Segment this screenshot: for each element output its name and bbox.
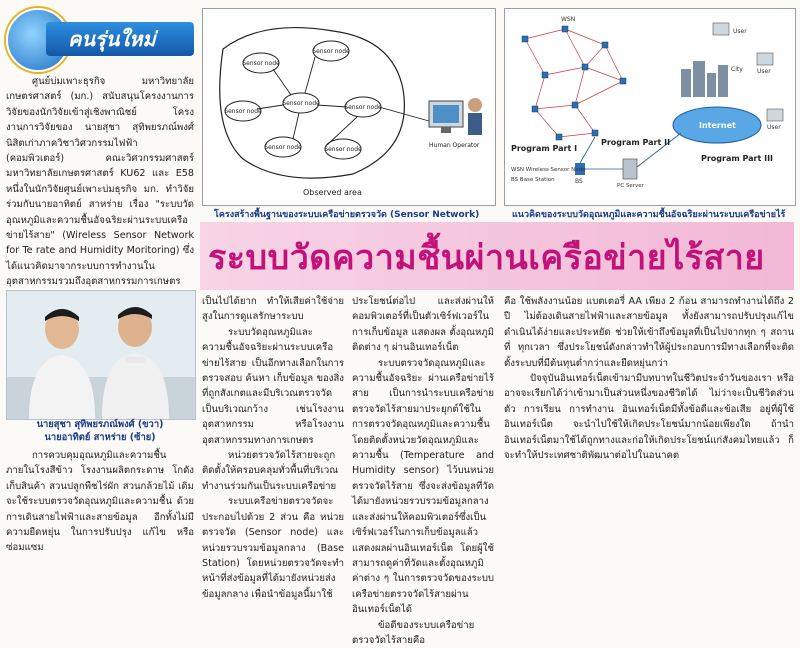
photo-caption-line1: นายสุชา สุทิพยรภณ์พงศ์ (ขวา) [36, 419, 164, 430]
researchers-illustration [7, 291, 195, 419]
column2-paragraph: ระบบเครือข่ายตรวจวัดจะประกอบไปด้วย 2 ส่วน คือ หน่วยตรวจวัด (Sensor node) และหน่วยรวบรวมข้อมูลกลาง (Base Station) โดยหน่วยตรวจวัดจะทำหน้าที่ส่งข้อมูลที่ได้มายังหน่วยส่งข้อมูลกลาง เพื่อนำข้อมูลนี้มาใช้ [202, 496, 344, 600]
column3-paragraph: ระบบตรวจวัดอุณหภูมิและความชื้นอัจฉริยะ ผ่านเครือข่ายไร้สาย เป็นการนำระบบเครือข่ายตรวจวัดไร้สายมาประยุกต์ใช้ในการตรวจวัดอุณหภูมิและความชื้น โดยติดตั้งหน่วยวัดอุณหภูมิและความชื้น (Temperature and Humidity sensor) ไว้บนหน่วยตรวจวัดไร้สาย ซึ่งจะส่งข้อมูลที่วัดได้มายังหน่วยรวบรวมข้อมูลกลางและส่งผ่านให้คอมพิวเตอร์ซึ่งเป็นเซิร์ฟเวอร์ในการเก็บข้อมูลแล้วแสดงผลผ่านอินเทอร์เน็ต โดยผู้ใช้สามารถดูค่าที่วัดและตั้งอุณหภูมิค่าต่าง ๆ ในการตรวจวัดของระบบเครือข่ายตรวจวัดไร้สายผ่านอินเทอร์เน็ตได้ [352, 357, 494, 616]
column2-paragraph: หน่วยตรวจวัดไร้สายจะถูกติดตั้งให้ครอบคลุมทั่วพื้นที่บริเวณ ทำงานร่วมกันเป็นระบบเครือข่าย [202, 450, 339, 492]
user-label: User [757, 68, 771, 75]
operator-label: Human Operator [429, 142, 480, 149]
column1-bottom-paragraph: การควบคุมอุณหภูมิและความชื้นภายในโรงสีข้าว โรงงานผลิตกระดาษ โกดังเก็บสินค้า สวนปลูกพืชไร่ผัก สวนกล้วยไม้ เดิมจะใช้ระบบตรวจวัดอุณหภูมิและความชื้น ด้วยการเดินสายไฟฟ้าและสายข้อมูล อีกทั้งไม่มีความยืดหยุ่น ในการปรับปรุง แก้ไข หรือซ่อมแซม [6, 450, 194, 554]
user-computer-icon [713, 23, 729, 35]
bs-label: BS [575, 178, 583, 185]
node-label: Sensor node [264, 144, 302, 151]
figure2-concept [504, 8, 796, 206]
column3-paragraph: ประโยชน์ต่อไป และส่งผ่านให้คอมพิวเตอร์ที่เป็นตัวเซิร์ฟเวอร์ในการเก็บข้อมูล แสดงผล ตั้งอุณหภูมิติดต่าง ๆ ผ่านอินเทอร์เน็ต [352, 296, 494, 354]
wsn-label: WSN [561, 16, 576, 23]
program-part2-label: Program Part II [601, 138, 671, 147]
user-computer-icon [757, 53, 773, 65]
node-label: Sensor node [344, 104, 382, 111]
logo [6, 6, 194, 70]
city-icon [681, 61, 728, 97]
photo-caption-line2: นายอาทิตย์ สาหร่าย (ซ้าย) [44, 432, 156, 443]
researchers-photo [6, 290, 196, 420]
node-label: Sensor node [282, 100, 320, 107]
sensor-network-diagram [203, 9, 495, 205]
intro-text-block [6, 74, 194, 290]
photo-caption [6, 418, 194, 444]
node-label: Sensor node [224, 108, 262, 115]
article-headline: ระบบวัดความชื้นผ่านเครือข่ายไร้สาย [208, 238, 765, 278]
server-icon [623, 159, 637, 179]
figure2-caption: แนวคิดของระบบวัดอุณหภูมิและความชื้นอัจฉริยะผ่านระบบเครือข่ายไร้ [512, 210, 786, 220]
legend-wsn: WSN Wireless Sensor Node [511, 167, 586, 173]
column2-paragraph: เป็นไปได้ยาก ทำให้เสียค่าใช้จ่ายสูงในการดูแลรักษาระบบ [202, 296, 344, 323]
user-label: User [733, 28, 747, 35]
column4-paragraph: ปัจจุบันอินเทอร์เน็ตเข้ามามีบทบาทในชีวิตประจำวันของเรา หรืออาจจะเรียกได้ว่าเข้ามาเป็นส่วนหนึ่งของชีวิตได้ ไม่ว่าจะเป็นชีวิตส่วนตัว การเรียน การทำงาน อินเทอร์เน็ตมีทั้งข้อดีและข้อเสีย อยู่ที่ผู้ใช้อินเทอร์เน็ต จะนำไปใช้ให้เกิดประโยชน์มากน้อยเพียงใด ถ้านำอินเทอร์เน็ตมาใช้ได้ถูกทางและก่อให้เกิดประโยชน์แก่สังคมไทยแล้ว ก็จะทำให้ประเทศชาติพัฒนาต่อไปในอนาคต [504, 373, 794, 462]
column2 [202, 294, 344, 602]
node-label: Sensor node [324, 146, 362, 153]
intro-paragraph: ศูนย์บ่มเพาะธุรกิจ มหาวิทยาลัยเกษตรศาสตร์ (มก.) สนับสนุนโครงงานการวิจัยของนักวิจัยเข้าสู่เชิงพาณิชย์ โครงงานการวิจัยของ นายสุชา สุทิพยรภณ์พงศ์ นิสิตเก่าภาควิชาวิศวกรรมไฟฟ้า (คอมพิวเตอร์) คณะวิศวกรรมศาสตร์ มหาวิทยาลัยเกษตรศาสตร์ KU62 และ E58 หนึ่งในนักวิจัยศูนย์เพาะบ่มธุรกิจ มก. ทำวิจัยร่วมกับนายอาทิตย์ สาหร่าย เรื่อง "ระบบวัดอุณหภูมิและความชื้นอัจฉริยะผ่านระบบเครือข่ายไร้สาย" (Wireless Sensor Network for Te rate and Humidity Moritoring) ซึ่งได้แนวคิดมาจากระบบการทำงานในอุตสาหกรรมรวมถึงอุตสาหกรรมการเกษตร [6, 76, 194, 288]
node-label: Sensor node [242, 60, 280, 67]
server-label: PC Server [617, 183, 644, 189]
program-part1-label: Program Part I [511, 144, 578, 153]
legend-bs: BS Base Station [511, 177, 555, 183]
column2-paragraph: ระบบวัดอุณหภูมิและความชื้นอัจฉริยะผ่านระบบเครือข่ายไร้สาย เป็นอีกทางเลือกในการตรวจสอบ ค้นหา เก็บข้อมูล ของสิ่งที่ถูกสังเกตและมีบริเวณตรวจวัดเป็นบริเวณกว้าง เช่นโรงงานอุตสาหกรรม หรือโรงงานอุตสาหกรรมทางการเกษตร [202, 326, 344, 446]
city-label: City [731, 66, 743, 73]
user-label: User [767, 124, 781, 131]
node-label: Sensor node [312, 48, 350, 55]
column1-bottom [6, 448, 194, 556]
column4 [504, 294, 794, 463]
column3 [352, 294, 494, 648]
logo-text: คนรุ่นใหม่ [46, 22, 194, 56]
figure1-caption: โครงสร้างพื้นฐานของระบบเครือข่ายตรวจวัด (Sensor Network) [214, 210, 480, 220]
column3-paragraph: ข้อดีของระบบเครือข่ายตรวจวัดไร้สายคือ [352, 619, 475, 646]
column4-paragraph: คือ ใช้พลังงานน้อย แบตเตอรี่ AA เพียง 2 ก้อน สามารถทำงานได้ถึง 2 ปี ไม่ต้องเดินสายไฟฟ้าและสายข้อมูล ทั้งยังสามารถปรับปรุงแก้ไขดำเนินได้ง่ายและประหยัด ช่วยให้เข้าถึงข้อมูลที่เป็นไปจากทุก ๆ สถานที่ ทุกเวลา ซึ่งประโยชน์ดังกล่าวทำให้ผู้ประกอบการมีทางเลือกที่จะติดตั้งระบบที่มีต้นทุนต่ำกว่าและยืดหยุ่นกว่า [504, 296, 794, 369]
internet-label: Internet [699, 121, 736, 130]
user-computer-icon [767, 109, 783, 121]
operator-icon [468, 98, 482, 112]
figure1-sensor-network [202, 8, 496, 206]
program-part3-label: Program Part III [701, 154, 774, 163]
observed-area-label: Observed area [303, 188, 362, 197]
system-concept-diagram [505, 9, 795, 205]
